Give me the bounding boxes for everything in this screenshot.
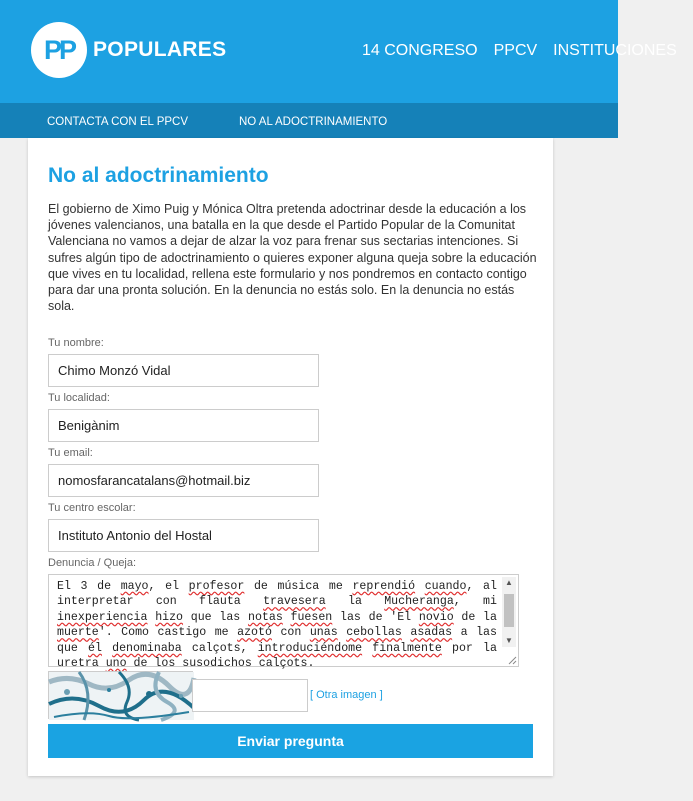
nav-congreso[interactable]: 14 CONGRESO: [362, 42, 478, 59]
name-label: Tu nombre:: [48, 337, 104, 349]
email-input[interactable]: [48, 464, 319, 497]
page-title: No al adoctrinamiento: [48, 164, 269, 187]
nav-ppcv[interactable]: PPCV: [493, 42, 538, 59]
scroll-down-icon[interactable]: ▼: [505, 636, 513, 645]
other-image-link[interactable]: [ Otra imagen ]: [310, 689, 383, 701]
logo-badge-text: PP: [43, 34, 75, 65]
sub-nav: [0, 103, 618, 138]
scroll-thumb[interactable]: [504, 594, 514, 627]
logo-text: POPULARES: [93, 38, 227, 61]
school-label: Tu centro escolar:: [48, 502, 136, 514]
complaint-textarea[interactable]: [48, 574, 519, 671]
scroll-up-icon[interactable]: ▲: [505, 578, 513, 587]
locality-label: Tu localidad:: [48, 392, 110, 404]
subnav-contacta[interactable]: CONTACTA CON EL PPCV: [47, 116, 189, 128]
captcha-input[interactable]: [192, 679, 308, 712]
complaint-label: Denuncia / Queja:: [48, 557, 137, 569]
submit-button[interactable]: Enviar pregunta: [48, 724, 533, 758]
form-card: [28, 138, 553, 776]
complaint-text[interactable]: El 3 de mayo, el profesor de música me reprendió cuando, al interpretar con flauta travesera la Mucheranga, mi inexperiencia hizo que las notas fuesen las de 'El novio de la muerte'. Como castigo me azotó con unas cebollas asadas a las que él denominaba calçots, introduciéndome finalmente por la uretra uno de los susodichos calçots.: [57, 580, 497, 671]
resize-grip-icon[interactable]: [507, 655, 517, 665]
locality-input[interactable]: [48, 409, 319, 442]
logo-badge: [31, 22, 87, 78]
school-input[interactable]: [48, 519, 319, 552]
captcha-image: [48, 671, 193, 719]
pp-logo[interactable]: [31, 22, 226, 78]
top-header: [0, 0, 677, 103]
intro-text: El gobierno de Ximo Puig y Mónica Oltra pretenda adoctrinar desde la educación a los jóvenes valencianos, una batalla en la que desde el Partido Popular de la Comunitat Valenciana no vamos a dejar de alzar la voz para frenar sus sectarias intenciones. Si sufres algún tipo de adoctrinamiento o quieres exponer alguna queja sobre la educación que vives en tu localidad, rellena este formulario y nos pondremos en contacto contigo para dar una pronta solución. En la denuncia no estás solo. En la denuncia no estás sola.: [48, 202, 537, 314]
nav-instituciones[interactable]: INSTITUCIONES: [553, 42, 677, 59]
subnav-adoctrinamiento[interactable]: NO AL ADOCTRINAMIENTO: [239, 116, 388, 128]
name-input[interactable]: [48, 354, 319, 387]
main-nav: [362, 42, 693, 60]
textarea-scrollbar[interactable]: [502, 577, 516, 647]
email-label: Tu email:: [48, 447, 93, 459]
